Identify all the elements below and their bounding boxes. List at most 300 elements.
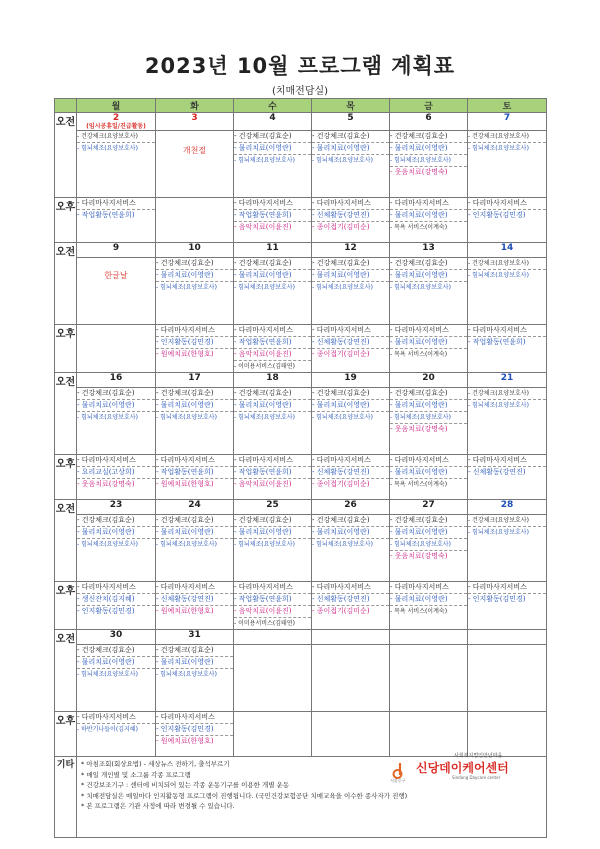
pm-cell — [468, 582, 547, 630]
program-item: - 건강체크(김효순) — [234, 131, 311, 143]
program-item: - 힘뇌체조(요양보호사) — [77, 671, 138, 678]
pm-side-label: 오후 — [55, 712, 77, 757]
program-item: - 힘뇌체조(요양보호사) — [390, 539, 467, 551]
date-number: 2 — [112, 113, 120, 123]
program-item: - 건강체크(김효순) — [390, 258, 467, 270]
am-cell — [468, 258, 547, 325]
program-item: - 힘뇌체조(요양보호사) — [77, 145, 138, 152]
program-item: - 물리치료(이영란) — [312, 270, 389, 282]
note-line: * 건강보조기구 : 센터에 비치되어 있는 각종 운동기구를 이용한 개별 운동 — [81, 781, 290, 789]
am-cell — [77, 131, 156, 198]
date-cell — [234, 113, 312, 131]
pm-cell — [156, 455, 234, 500]
am-cell — [390, 258, 468, 325]
date-cell — [156, 373, 234, 388]
date-cell — [77, 113, 156, 131]
am-cell — [468, 645, 547, 712]
date-number: 9 — [112, 243, 120, 253]
am-cell — [77, 388, 156, 455]
date-number: 24 — [188, 500, 201, 510]
program-item: - 물리치료(이영란) — [390, 210, 467, 222]
am-cell — [156, 388, 234, 455]
date-number: 4 — [269, 113, 276, 123]
date-number: 25 — [266, 500, 279, 510]
program-item: - 물리치료(이영란) — [156, 400, 233, 412]
logo-tag: 서울중구 — [390, 778, 406, 783]
program-item: - 종이접기(김미순) — [312, 607, 370, 615]
am-cell — [156, 258, 234, 325]
program-item: - 원예치료(한형호) — [156, 350, 214, 358]
pm-cell — [390, 325, 468, 373]
program-item: - 웃음치료(강명숙) — [390, 425, 448, 433]
date-number: 23 — [109, 500, 123, 510]
program-item: - 원예치료(한형호) — [156, 737, 214, 745]
program-item: - 건강체크(김효순) — [312, 131, 389, 143]
program-item: - 다리마사지서비스 — [312, 582, 389, 594]
pm-cell — [312, 198, 390, 243]
am-cell — [234, 388, 312, 455]
program-item: - 작업활동(연윤희) — [468, 338, 526, 346]
program-item: - 물리치료(이영란) — [77, 657, 155, 669]
program-item: - 힘뇌체조(요양보호사) — [234, 541, 295, 548]
pm-cell — [234, 325, 312, 373]
program-item: - 물리치료(이영란) — [312, 400, 389, 412]
date-cell — [468, 373, 547, 388]
program-item: - 물리치료(이영란) — [234, 143, 311, 155]
program-item: - 신체활동(강연진) — [156, 594, 233, 606]
program-item: - 힘뇌체조(요양보호사) — [468, 529, 529, 536]
program-item: - 물리치료(이영란) — [390, 467, 467, 479]
program-item: - 건강체크(김효순) — [156, 515, 233, 527]
date-number: 12 — [344, 243, 357, 253]
program-item: - 목욕 서비스(이계숙) — [390, 481, 448, 488]
date-number: 27 — [422, 500, 435, 510]
pm-cell — [234, 712, 312, 757]
date-row — [55, 500, 547, 515]
day-header-tue: 화 — [156, 99, 234, 113]
date-cell — [468, 243, 547, 258]
program-item: - 다리마사지서비스 — [156, 455, 233, 467]
am-cell — [77, 258, 156, 325]
day-header-thu: 목 — [312, 99, 390, 113]
program-item: - 건강체크(김효순) — [156, 388, 233, 400]
am-cell — [468, 131, 547, 198]
program-item: - 힘뇌체조(요양보호사) — [234, 414, 295, 421]
date-cell — [234, 373, 312, 388]
day-header-mon: 월 — [77, 99, 156, 113]
pm-cell — [234, 198, 312, 243]
program-item: - 물리치료(이영란) — [77, 527, 155, 539]
program-item: - 신체활동(강연진) — [312, 337, 389, 349]
program-item: - 힘뇌체조(요양보호사) — [312, 157, 373, 164]
program-item: - 다리마사지서비스 — [77, 712, 155, 724]
pm-cell — [234, 455, 312, 500]
program-item: - 힘뇌체조(요양보호사) — [390, 412, 467, 424]
date-cell — [390, 500, 468, 515]
am-cell — [234, 258, 312, 325]
program-item: - 건강체크(요양보호사) — [468, 388, 546, 400]
program-item: - 다리마사지서비스 — [234, 455, 311, 467]
date-number: 21 — [500, 373, 514, 383]
date-number: 14 — [500, 243, 514, 253]
program-item: - 물리치료(이영란) — [156, 527, 233, 539]
program-item: - 힘뇌체조(요양보호사) — [468, 272, 529, 279]
date-cell — [390, 373, 468, 388]
day-header-row — [55, 99, 547, 113]
pm-row — [55, 198, 547, 243]
date-row — [55, 113, 547, 131]
program-item: - 목욕 서비스(이계숙) — [390, 224, 448, 231]
program-item: - 이미용서비스(김태연) — [234, 620, 295, 627]
program-item: - 다리마사지서비스 — [77, 455, 155, 467]
center-logo — [392, 752, 542, 784]
pm-cell — [156, 325, 234, 373]
pm-cell — [156, 712, 234, 757]
program-item: - 물리치료(이영란) — [77, 400, 155, 412]
program-item: - 건강체크(김효순) — [156, 258, 233, 270]
program-item: - 다리마사지서비스 — [468, 455, 546, 467]
pm-cell — [390, 582, 468, 630]
pm-side-label: 오후 — [55, 582, 77, 630]
pm-side-label: 오후 — [55, 455, 77, 500]
page-subtitle: (치매전담실) — [271, 86, 329, 97]
program-item: - 음악치료(이윤진) — [234, 223, 292, 231]
day-header-sat: 토 — [468, 99, 547, 113]
pm-cell — [312, 325, 390, 373]
date-cell — [312, 373, 390, 388]
date-number: 31 — [188, 630, 201, 640]
program-item: - 건강체크(요양보호사) — [468, 515, 546, 527]
program-item: - 물리치료(이영란) — [390, 594, 467, 606]
date-cell — [312, 113, 390, 131]
program-item: - 작업활동(연윤희) — [234, 210, 311, 222]
am-cell — [468, 388, 547, 455]
date-row — [55, 243, 547, 258]
program-calendar — [54, 98, 547, 838]
am-cell — [77, 645, 156, 712]
am-row — [55, 645, 547, 712]
program-item: - 힘뇌체조(요양보호사) — [312, 541, 373, 548]
date-subnote: (임시공휴일/진급활동) — [86, 123, 146, 130]
program-item: - 인지활동(김민경) — [156, 724, 233, 736]
program-item: - 건강체크(김효순) — [390, 131, 467, 143]
program-item: - 종이접기(김미순) — [312, 350, 370, 358]
date-cell — [77, 630, 156, 645]
program-item: - 건강체크(김효순) — [312, 388, 389, 400]
date-number: 6 — [425, 113, 432, 123]
program-item: - 물리치료(이영란) — [156, 270, 233, 282]
am-cell — [156, 131, 234, 198]
pm-row — [55, 455, 547, 500]
date-number: 19 — [344, 373, 357, 383]
am-cell — [234, 131, 312, 198]
program-item: - 다리마사지서비스 — [234, 582, 311, 594]
date-number: 5 — [347, 113, 354, 123]
date-number: 10 — [188, 243, 201, 253]
program-item: - 원예치료(한형호) — [156, 480, 214, 488]
program-item: - 작업활동(연윤희) — [234, 594, 311, 606]
note-line: * 본 프로그램은 기관 사정에 따라 변경될 수 있습니다. — [81, 802, 235, 810]
date-cell — [312, 630, 390, 645]
program-item: - 힘뇌체조(요양보호사) — [390, 284, 451, 291]
program-item: - 다리마사지서비스 — [234, 325, 311, 337]
program-item: - 힘뇌체조(요양보호사) — [312, 414, 373, 421]
program-item: - 음악치료(이윤진) — [234, 349, 311, 361]
am-row — [55, 515, 547, 582]
program-item: - 인지활동(김민경) — [77, 607, 135, 615]
pm-cell — [156, 198, 234, 243]
date-number: 18 — [266, 373, 279, 383]
program-item: - 건강체크(김효순) — [390, 388, 467, 400]
am-side-label: 오전 — [55, 630, 77, 712]
pm-cell — [77, 455, 156, 500]
am-row — [55, 388, 547, 455]
program-item: - 건강체크(김효순) — [234, 515, 311, 527]
program-item: - 목욕 서비스(이계숙) — [390, 351, 448, 358]
note-line: * 치매전담실은 매일마다 인지활동형 프로그램이 진행됩니다. (국민건강보험공단 치매교육을 이수한 종사자가 진행) — [81, 791, 408, 800]
program-item: - 물리치료(이영란) — [390, 143, 467, 155]
am-cell — [390, 131, 468, 198]
header-corner — [55, 99, 77, 113]
program-item: - 힘뇌체조(요양보호사) — [234, 284, 295, 291]
date-cell — [390, 630, 468, 645]
date-cell — [156, 500, 234, 515]
date-row — [55, 630, 547, 645]
program-item: - 다리마사지서비스 — [234, 198, 311, 210]
program-item: - 힘뇌체조(요양보호사) — [390, 155, 467, 167]
program-item: - 하반기나들이(김지혜) — [77, 726, 138, 733]
pm-row — [55, 325, 547, 373]
am-row — [55, 131, 547, 198]
program-item: - 건강체크(김효순) — [390, 515, 467, 527]
am-row — [55, 258, 547, 325]
date-cell — [77, 243, 156, 258]
program-item: - 물리치료(이영란) — [156, 657, 233, 669]
pm-row — [55, 582, 547, 630]
program-item: - 물리치료(이영란) — [390, 527, 467, 539]
pm-cell — [234, 582, 312, 630]
date-cell — [468, 113, 547, 131]
program-item: - 인지활동(김민경) — [468, 211, 526, 219]
program-item: - 이미용서비스(김태연) — [234, 363, 295, 370]
program-item: - 다리마사지서비스 — [312, 455, 389, 467]
date-number: 20 — [422, 373, 435, 383]
program-item: - 건강체크(김효순) — [312, 515, 389, 527]
program-item: - 물리치료(이영란) — [234, 270, 311, 282]
date-cell — [234, 630, 312, 645]
program-item: - 힘뇌체조(요양보호사) — [156, 284, 217, 291]
program-item: - 힘뇌체조(요양보호사) — [468, 145, 529, 152]
program-item: - 건강체크(김효순) — [234, 388, 311, 400]
date-cell — [156, 630, 234, 645]
am-cell — [312, 388, 390, 455]
am-cell — [390, 515, 468, 582]
program-item: - 인지활동(김민경) — [468, 595, 526, 603]
program-item: - 힘뇌체조(요양보호사) — [156, 671, 217, 678]
date-cell — [390, 113, 468, 131]
pm-cell — [312, 712, 390, 757]
pm-cell — [468, 455, 547, 500]
program-item: - 원예치료(한형호) — [156, 607, 214, 615]
note-line: * 매일 개인별 및 소그룹 각종 프로그램 — [81, 770, 191, 779]
am-cell — [156, 515, 234, 582]
logo-main: 신당데이케어센터 — [416, 761, 509, 775]
date-cell — [234, 243, 312, 258]
program-item: - 힘뇌체조(요양보호사) — [156, 541, 217, 548]
pm-cell — [468, 325, 547, 373]
pm-cell — [156, 582, 234, 630]
pm-cell — [77, 582, 156, 630]
logo-sub: 사회복지법인만년마을 — [454, 753, 503, 759]
program-item: - 신체활동(강연진) — [312, 467, 389, 479]
program-item: - 인지활동(김민경) — [156, 337, 233, 349]
pm-cell — [312, 582, 390, 630]
program-item: - 건강체크(김효순) — [234, 258, 311, 270]
program-item: - 다리마사지서비스 — [77, 582, 155, 594]
pm-side-label: 오후 — [55, 325, 77, 373]
am-cell — [390, 645, 468, 712]
pm-cell — [468, 712, 547, 757]
page-title: 2023년 10월 프로그램 계획표 — [144, 54, 456, 78]
program-item: - 물리치료(이영란) — [390, 337, 467, 349]
program-item: - 힘뇌체조(요양보호사) — [468, 402, 529, 409]
program-item: - 물리치료(이영란) — [312, 143, 389, 155]
date-number: 28 — [500, 500, 514, 510]
notes-side-label: 기타 — [55, 757, 77, 838]
program-item: - 힘뇌체조(요양보호사) — [77, 414, 138, 421]
date-number: 7 — [503, 113, 511, 123]
program-item: - 다리마사지서비스 — [390, 198, 467, 210]
date-number: 17 — [188, 373, 201, 383]
pm-cell — [390, 712, 468, 757]
program-item: - 요리교실(고상희) — [77, 467, 155, 479]
date-row — [55, 373, 547, 388]
date-number: 13 — [422, 243, 435, 253]
date-number: 30 — [109, 630, 123, 640]
date-cell — [156, 243, 234, 258]
am-cell — [390, 388, 468, 455]
program-item: - 물리치료(이영란) — [390, 400, 467, 412]
program-item: - 다리마사지서비스 — [312, 198, 389, 210]
note-line: * 아침조회(회상요법) - 세상뉴스 전하기, 출석부르기 — [81, 760, 230, 768]
program-item: - 힘뇌체조(요양보호사) — [77, 541, 138, 548]
program-item: - 건강체크(김효순) — [312, 258, 389, 270]
program-item: - 음악치료(이윤진) — [234, 606, 311, 618]
program-item: - 힘뇌체조(요양보호사) — [234, 157, 295, 164]
date-number: 16 — [109, 373, 123, 383]
program-item: - 물리치료(이영란) — [234, 527, 311, 539]
date-cell — [390, 243, 468, 258]
program-item: - 생신잔치(김지혜) — [77, 594, 155, 606]
program-item: - 건강체크(김효순) — [156, 645, 233, 657]
program-item: 한글날 — [104, 271, 128, 280]
day-header-fri: 금 — [390, 99, 468, 113]
program-item: - 다리마사지서비스 — [390, 455, 467, 467]
pm-cell — [468, 198, 547, 243]
program-item: - 건강체크(요양보호사) — [468, 258, 546, 270]
day-header-wed: 수 — [234, 99, 312, 113]
date-number: 26 — [344, 500, 357, 510]
program-item: - 음악치료(이윤진) — [234, 480, 292, 488]
program-item: - 다리마사지서비스 — [468, 325, 546, 337]
program-item: - 웃음치료(강명숙) — [390, 168, 448, 176]
date-cell — [312, 243, 390, 258]
program-item: - 종이접기(김미순) — [312, 223, 370, 231]
program-item: - 신체활동(강연진) — [312, 210, 389, 222]
logo-english: Sindang Daycare center — [452, 775, 501, 780]
pm-cell — [77, 198, 156, 243]
am-cell — [468, 515, 547, 582]
am-side-label: 오전 — [55, 373, 77, 455]
program-item: - 다리마사지서비스 — [468, 198, 546, 210]
program-item: 개천절 — [182, 146, 207, 155]
am-cell — [234, 645, 312, 712]
program-item: - 다리마사지서비스 — [156, 582, 233, 594]
program-item: - 건강체크(김효순) — [77, 645, 155, 657]
program-item: - 다리마사지서비스 — [468, 582, 546, 594]
date-cell — [234, 500, 312, 515]
program-item: - 웃음치료(강명숙) — [390, 552, 448, 560]
am-side-label: 오전 — [55, 113, 77, 198]
am-cell — [312, 131, 390, 198]
program-item: - 신체활동(강연진) — [312, 594, 389, 606]
date-cell — [77, 500, 156, 515]
program-item: - 다리마사지서비스 — [156, 325, 233, 337]
date-cell — [77, 373, 156, 388]
program-item: - 작업활동(연윤희) — [234, 467, 311, 479]
program-item: - 물리치료(이영란) — [390, 270, 467, 282]
program-item: - 다리마사지서비스 — [390, 582, 467, 594]
program-item: - 물리치료(이영란) — [234, 400, 311, 412]
program-item: - 웃음치료(강명숙) — [77, 480, 135, 488]
program-item: - 힘뇌체조(요양보호사) — [312, 284, 373, 291]
am-cell — [312, 258, 390, 325]
am-side-label: 오전 — [55, 243, 77, 325]
am-side-label: 오전 — [55, 500, 77, 582]
date-cell — [468, 500, 547, 515]
program-item: - 다리마사지서비스 — [77, 198, 155, 210]
am-cell — [234, 515, 312, 582]
date-number: 3 — [191, 113, 198, 123]
pm-cell — [77, 712, 156, 757]
am-cell — [312, 645, 390, 712]
program-item: - 다리마사지서비스 — [156, 712, 233, 724]
program-item: - 건강체크(요양보호사) — [77, 131, 155, 143]
date-number: 11 — [266, 243, 279, 253]
program-item: - 종이접기(김미순) — [312, 480, 370, 488]
program-item: - 다리마사지서비스 — [312, 325, 389, 337]
program-item: - 작업활동(연윤희) — [234, 337, 311, 349]
date-cell — [468, 630, 547, 645]
pm-cell — [390, 198, 468, 243]
date-cell — [312, 500, 390, 515]
program-item: - 작업활동(연윤희) — [77, 211, 135, 219]
program-item: - 힘뇌체조(요양보호사) — [156, 414, 217, 421]
program-item: - 건강체크(요양보호사) — [468, 131, 546, 143]
program-item: - 물리치료(이영란) — [312, 527, 389, 539]
program-item: - 신체활동(강연진) — [468, 468, 526, 476]
pm-cell — [77, 325, 156, 373]
pm-row — [55, 712, 547, 757]
pm-cell — [390, 455, 468, 500]
date-cell — [156, 113, 234, 131]
program-item: - 건강체크(김효순) — [77, 515, 155, 527]
program-item: - 다리마사지서비스 — [390, 325, 467, 337]
am-cell — [156, 645, 234, 712]
program-item: - 건강체크(김효순) — [77, 388, 155, 400]
pm-cell — [312, 455, 390, 500]
am-cell — [312, 515, 390, 582]
